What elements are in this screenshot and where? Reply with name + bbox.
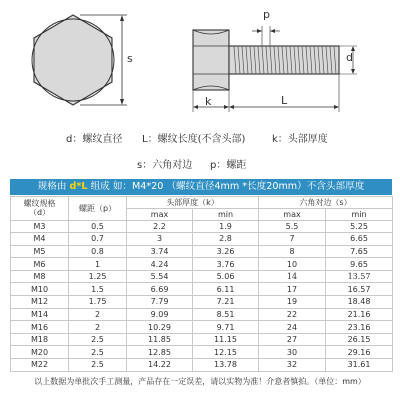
- table-row: [11, 346, 393, 359]
- cell-pitch: 0.8: [69, 245, 127, 258]
- spec-title-bar: [10, 179, 392, 195]
- cell-k-min: 1.9: [193, 220, 259, 233]
- legend-d: d：螺纹直径: [66, 134, 123, 145]
- cell-k-max: 3.74: [127, 245, 193, 258]
- legend-k: k：头部厚度: [272, 134, 328, 145]
- table-row: [11, 270, 393, 283]
- cell-s-max: 32: [259, 359, 326, 372]
- spec-table-body: [11, 220, 393, 371]
- header-k-min: min: [193, 209, 259, 221]
- cell-k-max: 12.85: [127, 346, 193, 359]
- cell-k-min: 11.15: [193, 333, 259, 346]
- legend-s: s：六角对边: [137, 160, 193, 171]
- cell-spec: M4: [11, 233, 69, 246]
- cell-s-min: 26.15: [326, 333, 393, 346]
- cell-k-max: 4.24: [127, 258, 193, 271]
- cell-k-min: 7.21: [193, 296, 259, 309]
- title-prefix: 规格由: [37, 181, 70, 192]
- cell-k-min: 2.8: [193, 233, 259, 246]
- cell-s-min: 18.48: [326, 296, 393, 309]
- title-highlight: d*L: [69, 181, 88, 192]
- cell-pitch: 1.75: [69, 296, 127, 309]
- header-s-min: min: [326, 209, 393, 221]
- cell-k-max: 5.54: [127, 270, 193, 283]
- cell-pitch: 2: [69, 321, 127, 334]
- cell-s-max: 27: [259, 333, 326, 346]
- cell-spec: M22: [11, 359, 69, 372]
- bolt-drawing: [0, 0, 400, 120]
- cell-k-min: 5.06: [193, 270, 259, 283]
- bolt-side-view: [193, 26, 357, 112]
- dimension-legend: [0, 124, 400, 184]
- cell-k-min: 13.78: [193, 359, 259, 372]
- header-k-max: max: [127, 209, 193, 221]
- cell-k-min: 8.51: [193, 308, 259, 321]
- legend-L: L：螺纹长度(不含头部): [142, 134, 246, 145]
- header-pitch: 螺距（p）: [69, 197, 127, 221]
- cell-k-min: 12.15: [193, 346, 259, 359]
- hex-head-front-view: [32, 15, 127, 105]
- cell-k-min: 3.76: [193, 258, 259, 271]
- table-row: [11, 283, 393, 296]
- cell-spec: M18: [11, 333, 69, 346]
- cell-s-min: 9.65: [326, 258, 393, 271]
- header-across-flats: 六角对边（s）: [259, 197, 393, 209]
- cell-pitch: 1: [69, 258, 127, 271]
- cell-pitch: 0.7: [69, 233, 127, 246]
- cell-s-max: 5.5: [259, 220, 326, 233]
- table-row: [11, 245, 393, 258]
- footer-note: 以上数据为单批次手工测量，产品存在一定误差，请以实物为准！介意者慎拍。（单位：mm）: [34, 377, 366, 386]
- cell-s-max: 24: [259, 321, 326, 334]
- table-row: [11, 359, 393, 372]
- header-head-thickness: 头部厚度（k）: [127, 197, 259, 209]
- cell-s-max: 19: [259, 296, 326, 309]
- cell-pitch: 2.5: [69, 359, 127, 372]
- header-spec: 螺纹规格 （d）: [11, 197, 69, 221]
- cell-k-min: 9.71: [193, 321, 259, 334]
- cell-spec: M12: [11, 296, 69, 309]
- cell-k-max: 10.29: [127, 321, 193, 334]
- legend-p: p：螺距: [210, 160, 247, 171]
- cell-s-min: 16.57: [326, 283, 393, 296]
- spec-table: [10, 196, 393, 372]
- cell-k-max: 14.22: [127, 359, 193, 372]
- cell-s-max: 22: [259, 308, 326, 321]
- dim-label-L: L: [281, 94, 288, 107]
- cell-s-max: 30: [259, 346, 326, 359]
- cell-spec: M16: [11, 321, 69, 334]
- cell-s-min: 5.25: [326, 220, 393, 233]
- dim-label-k: k: [205, 95, 212, 108]
- cell-k-max: 3: [127, 233, 193, 246]
- cell-k-max: 6.69: [127, 283, 193, 296]
- table-row: [11, 333, 393, 346]
- cell-s-max: 8: [259, 245, 326, 258]
- cell-spec: M20: [11, 346, 69, 359]
- table-row: [11, 220, 393, 233]
- cell-s-min: 7.65: [326, 245, 393, 258]
- cell-k-max: 2.2: [127, 220, 193, 233]
- cell-k-max: 9.09: [127, 308, 193, 321]
- cell-s-min: 21.16: [326, 308, 393, 321]
- cell-spec: M5: [11, 245, 69, 258]
- cell-s-min: 23.16: [326, 321, 393, 334]
- cell-k-min: 6.11: [193, 283, 259, 296]
- cell-k-min: 3.26: [193, 245, 259, 258]
- cell-pitch: 1.5: [69, 283, 127, 296]
- cell-s-min: 29.16: [326, 346, 393, 359]
- dim-label-p: p: [263, 8, 270, 21]
- table-row: [11, 321, 393, 334]
- cell-s-max: 10: [259, 258, 326, 271]
- cell-spec: M3: [11, 220, 69, 233]
- cell-s-min: 6.65: [326, 233, 393, 246]
- dim-label-d: d: [346, 51, 353, 64]
- header-s-max: max: [259, 209, 326, 221]
- table-row: [11, 308, 393, 321]
- cell-pitch: 2.5: [69, 346, 127, 359]
- cell-s-min: 13.57: [326, 270, 393, 283]
- table-row: [11, 258, 393, 271]
- table-row: [11, 296, 393, 309]
- cell-pitch: 0.5: [69, 220, 127, 233]
- cell-k-max: 11.85: [127, 333, 193, 346]
- dim-label-s: s: [127, 52, 133, 65]
- cell-spec: M14: [11, 308, 69, 321]
- cell-pitch: 1.25: [69, 270, 127, 283]
- cell-pitch: 2.5: [69, 333, 127, 346]
- cell-spec: M8: [11, 270, 69, 283]
- cell-s-max: 7: [259, 233, 326, 246]
- table-row: [11, 233, 393, 246]
- cell-s-max: 17: [259, 283, 326, 296]
- title-suffix: 组成 如：M4*20 （螺纹直径4mm *长度20mm）不含头部厚度: [87, 181, 365, 192]
- cell-s-min: 31.61: [326, 359, 393, 372]
- cell-k-max: 7.79: [127, 296, 193, 309]
- cell-spec: M10: [11, 283, 69, 296]
- cell-pitch: 2: [69, 308, 127, 321]
- cell-spec: M6: [11, 258, 69, 271]
- cell-s-max: 14: [259, 270, 326, 283]
